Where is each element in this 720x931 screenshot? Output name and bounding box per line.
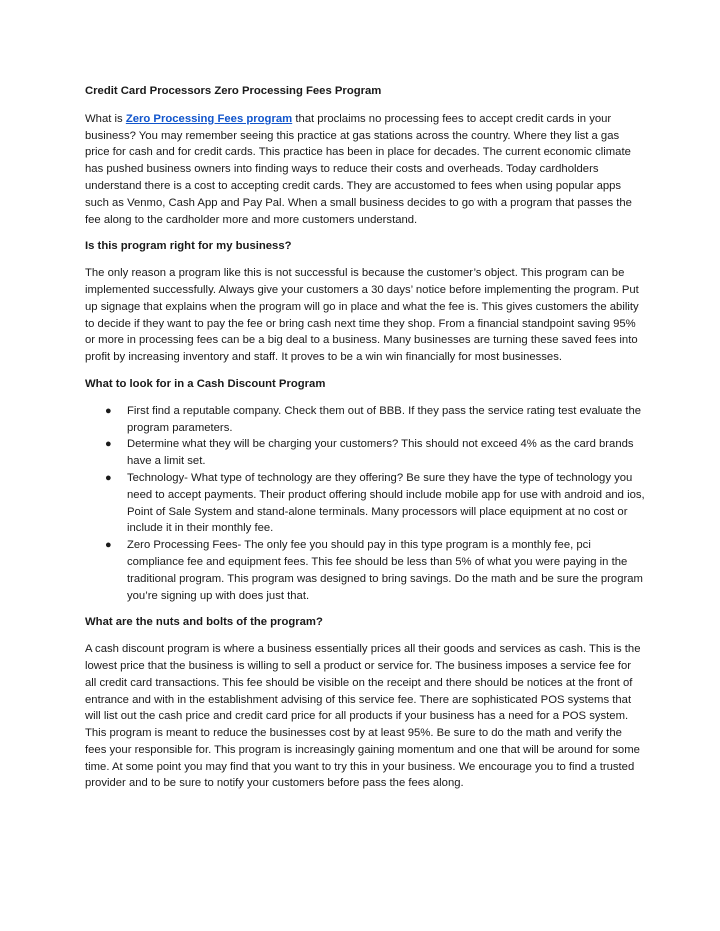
list-item bbox=[85, 436, 645, 470]
list-item-text: Determine what they will be charging your customers? This should not exceed 4% as the card brands have a limit set. bbox=[127, 438, 634, 468]
section-paragraph-right-for-business: The only reason a program like this is not successful is because the customer’s object. This program can be implemented successfully. Always give your customers a 30 days’ notice before implementing the program. Put up signage that explains when the program will go in place and what the fee is. This gives customers the ability to decide if they want to pay the fee or bring cash next time they shop. From a financial standpoint saving 95% or more in processing fees can be a big deal to a business. Many businesses are turning these saved fees into profit by increasing inventory and staff. It proves to be a win win financially for most businesses. bbox=[85, 267, 639, 364]
bullet-icon: ● bbox=[105, 471, 112, 484]
bullet-icon: ● bbox=[105, 404, 112, 417]
section-heading-right-for-business: Is this program right for my business? bbox=[85, 240, 292, 253]
list-item bbox=[85, 470, 645, 537]
zero-processing-fees-link[interactable]: Zero Processing Fees program bbox=[125, 112, 293, 125]
intro-text-before-link: What is bbox=[85, 112, 126, 125]
list-item-text: First find a reputable company. Check them out of BBB. If they pass the service rating test evaluate the program parameters. bbox=[127, 404, 642, 434]
intro-paragraph bbox=[85, 111, 645, 229]
list-item-text: Technology- What type of technology are they offering? Be sure they have the type of technology you need to accept payments. Their product offering should include mobile app for use with android and ios, Point of Sale System and stand-alone terminals. Many processors will place equipment at no cost or include it in their monthly fee. bbox=[127, 471, 645, 535]
section-heading-nuts-and-bolts: What are the nuts and bolts of the program? bbox=[85, 616, 323, 629]
document-page bbox=[85, 83, 645, 802]
list-item-text: Zero Processing Fees- The only fee you should pay in this type program is a monthly fee, pci compliance fee and equipment fees. This fee should be less than 5% of what you were paying in the traditional program. This program was designed to bring savings. Do the math and be sure the program you’re signing up with does just that. bbox=[127, 539, 643, 602]
section-paragraph-nuts-and-bolts: A cash discount program is where a business essentially prices all their goods and services as cash. This is the lowest price that the business is willing to sell a product or service for. The business imposes a service fee for all credit card transactions. This fee should be visible on the receipt and there should be notices at the front of entrance and with in the establishment advising of this service fee. There are sophisticated POS systems that will list out the cash price and credit card price for all products if your business has a need for a POS system. This program is meant to reduce the businesses cost by at least 95%. Be sure to do the math and verify the fees your responsible for. This program is increasingly gaining momentum and one that will be around for some time. At some point you may find that you want to try this in your business. We encourage you to find a trusted provider and to be sure to notify your customers before pass the fees along. bbox=[85, 643, 641, 790]
list-item bbox=[85, 403, 645, 437]
list-item bbox=[85, 537, 645, 604]
intro-text-after-link: that proclaims no processing fees to accept credit cards in your business? You may remember seeing this practice at gas stations across the country. Where they list a gas price for cash and for credit cards. This practice has been in place for decades. The current economic climate has pushed business owners into finding ways to reduce their costs and overheads. Today cardholders understand there is a cost to accepting credit cards. They are accustomed to fees when using popular apps such as Venmo, Cash App and Pay Pal. When a small business decides to go with a program that passes the fee along to the cardholder more and more customers understand. bbox=[85, 112, 632, 226]
bullet-icon: ● bbox=[105, 539, 112, 552]
bullet-list bbox=[85, 403, 645, 605]
bullet-icon: ● bbox=[105, 438, 112, 451]
document-title: Credit Card Processors Zero Processing Fees Program bbox=[85, 85, 382, 97]
section-heading-what-to-look-for: What to look for in a Cash Discount Program bbox=[85, 377, 326, 390]
